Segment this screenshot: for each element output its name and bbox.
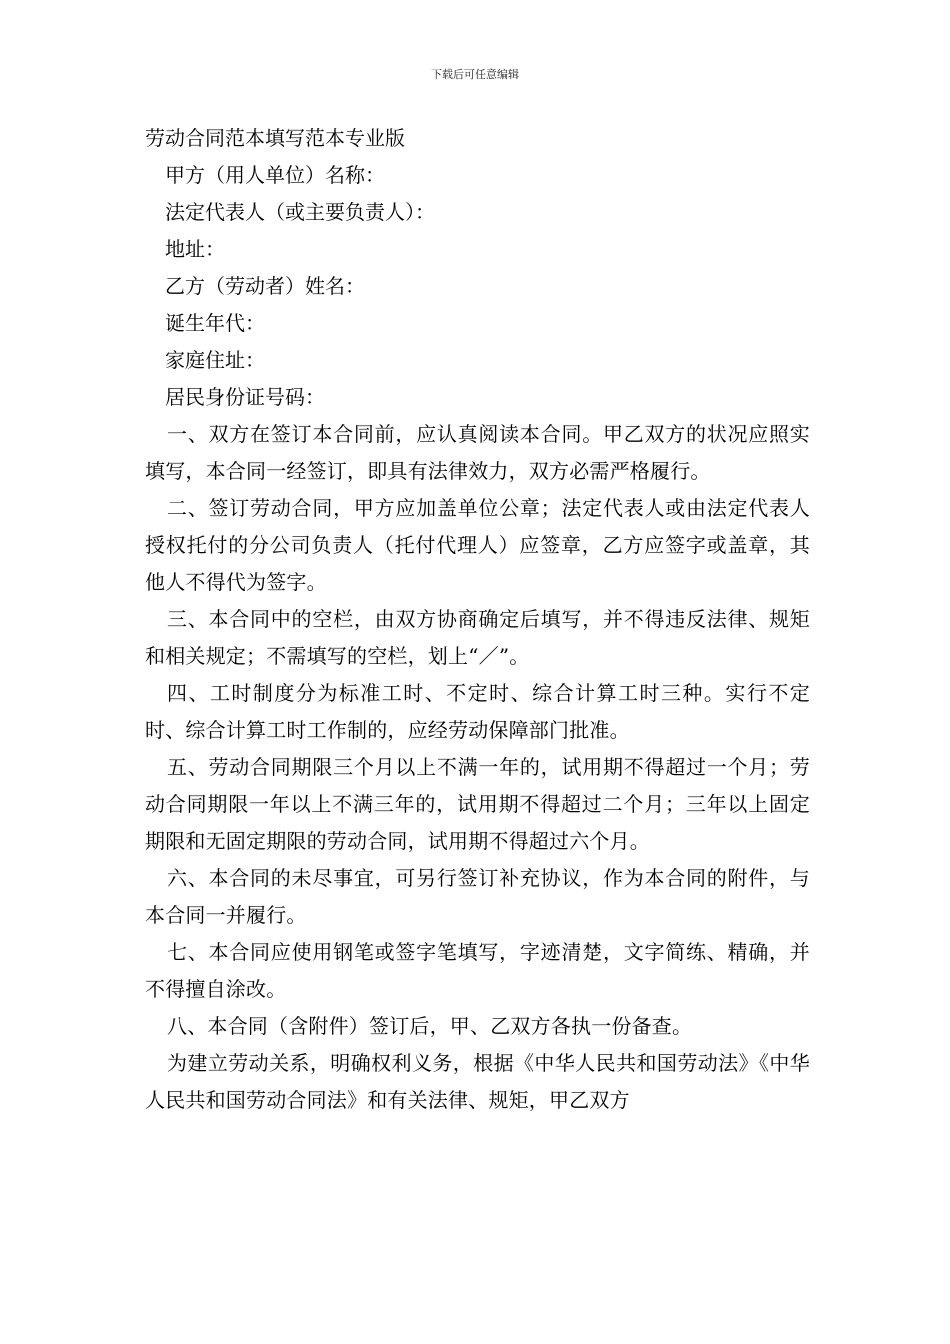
clause-7: 七、本合同应使用钢笔或签字笔填写，字迹清楚，文字简练、精确，并不得擅自涂改。 (145, 940, 810, 1001)
field-employee-name: 乙方（劳动者）姓名： (165, 274, 365, 298)
clause-3: 三、本合同中的空栏，由双方协商确定后填写，并不得违反法律、规矩和相关规定；不需填写的空栏，划上“／”。 (145, 607, 810, 668)
field-home-address: 家庭住址： (165, 348, 265, 372)
field-id-number: 居民身份证号码： (165, 385, 325, 409)
clause-1: 一、双方在签订本合同前，应认真阅读本合同。甲乙双方的状况应照实填写，本合同一经签订，即具有法律效力，双方必需严格履行。 (145, 422, 810, 483)
field-legal-representative: 法定代表人（或主要负责人）： (165, 200, 435, 224)
clause-8: 八、本合同（含附件）签订后，甲、乙双方各执一份备查。 (167, 1014, 693, 1038)
clause-5: 五、劳动合同期限三个月以上不满一年的，试用期不得超过一个月；劳动合同期限一年以上不满三年的，试用期不得超过二个月；三年以上固定期限和无固定期限的劳动合同，试用期不得超过六个月。 (145, 755, 810, 853)
clause-2: 二、签订劳动合同，甲方应加盖单位公章；法定代表人或由法定代表人授权托付的分公司负责人（托付代理人）应签章，乙方应签字或盖章，其他人不得代为签字。 (145, 496, 810, 594)
field-employer-name: 甲方（用人单位）名称： (165, 163, 385, 187)
field-birth-date: 诞生年代： (165, 311, 265, 335)
document-title: 劳动合同范本填写范本专业版 (145, 126, 405, 150)
clause-4: 四、工时制度分为标准工时、不定时、综合计算工时三种。实行不定时、综合计算工时工作制的，应经劳动保障部门批准。 (145, 681, 810, 742)
preamble-paragraph: 为建立劳动关系，明确权利义务，根据《中华人民共和国劳动法》《中华人民共和国劳动合同法》和有关法律、规矩，甲乙双方 (145, 1051, 810, 1112)
page-header-note: 下载后可任意编辑 (431, 68, 519, 81)
clause-6: 六、本合同的未尽事宜，可另行签订补充协议，作为本合同的附件，与本合同一并履行。 (145, 866, 810, 927)
field-address: 地址： (165, 237, 225, 261)
document-body (145, 120, 810, 1119)
